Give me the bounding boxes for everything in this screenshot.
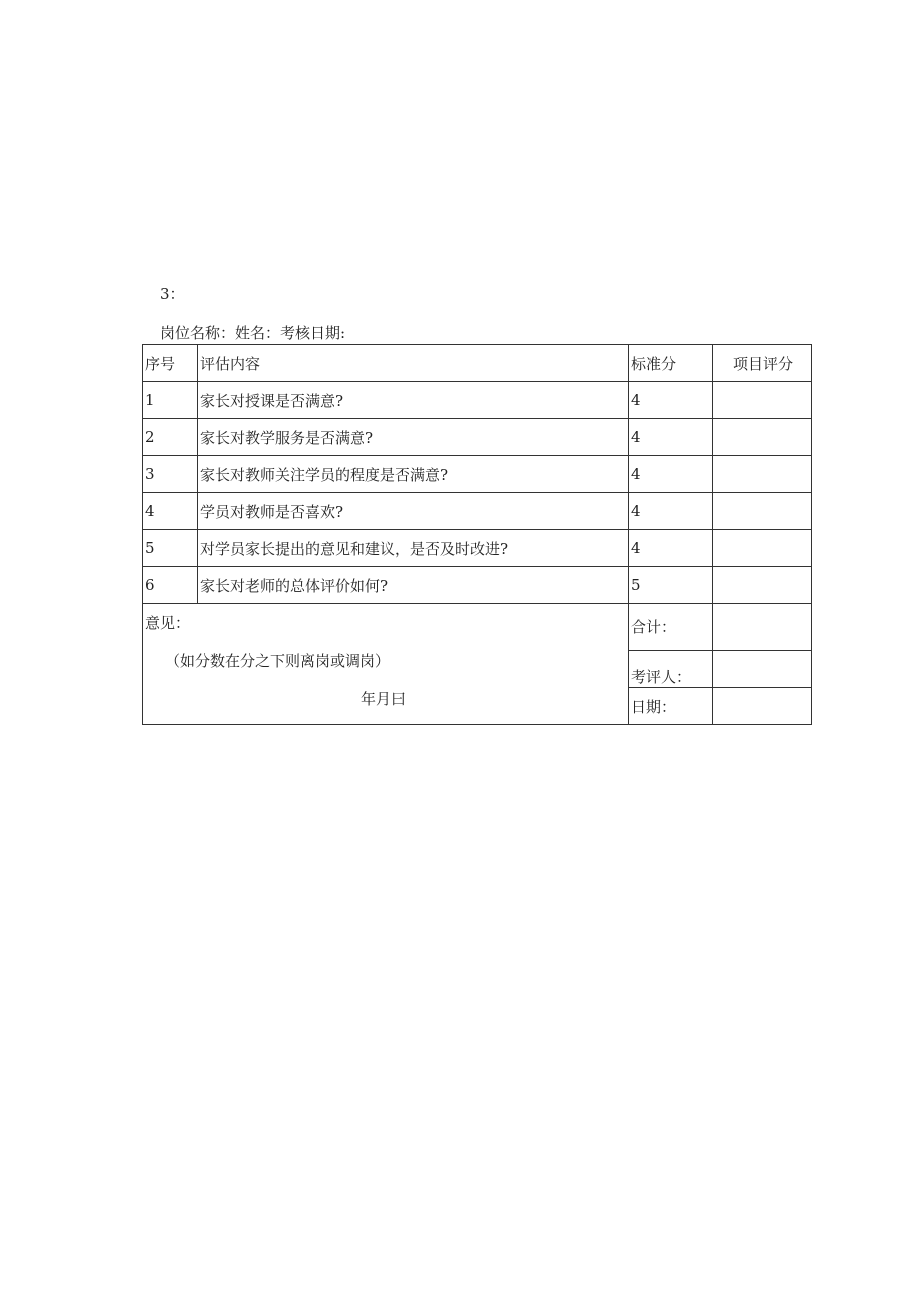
total-label: 合计： — [629, 604, 713, 651]
header-content: 评估内容 — [198, 345, 629, 382]
row-score-cell[interactable] — [713, 382, 812, 419]
table-header-row — [143, 345, 812, 382]
table-row — [143, 493, 812, 530]
date-value-cell[interactable] — [713, 688, 812, 725]
table-row — [143, 419, 812, 456]
table-row — [143, 456, 812, 493]
row-standard: 4 — [629, 530, 713, 567]
reviewer-value-cell[interactable] — [713, 651, 812, 688]
row-standard: 4 — [629, 493, 713, 530]
row-content: 家长对授课是否满意? — [198, 382, 629, 419]
date-label: 日期： — [629, 688, 713, 725]
row-score-cell[interactable] — [713, 456, 812, 493]
row-no: 5 — [143, 530, 198, 567]
table-row — [143, 382, 812, 419]
row-score-cell[interactable] — [713, 419, 812, 456]
row-no: 6 — [143, 567, 198, 604]
table-row — [143, 530, 812, 567]
opinion-note: （如分数在分之下则离岗或调岗） — [165, 652, 391, 670]
row-standard: 4 — [629, 419, 713, 456]
total-value-cell[interactable] — [713, 604, 812, 651]
opinion-cell[interactable] — [143, 604, 629, 725]
row-standard: 5 — [629, 567, 713, 604]
row-score-cell[interactable] — [713, 493, 812, 530]
table-row — [143, 567, 812, 604]
row-no: 2 — [143, 419, 198, 456]
opinion-date: 年月曰 — [361, 690, 407, 708]
row-content: 家长对老师的总体评价如何? — [198, 567, 629, 604]
row-score-cell[interactable] — [713, 567, 812, 604]
footer-row-total — [143, 604, 812, 651]
row-content: 家长对教学服务是否满意? — [198, 419, 629, 456]
row-no: 4 — [143, 493, 198, 530]
header-no: 序号 — [143, 345, 198, 382]
info-line: 岗位名称：姓名：考核日期: — [160, 324, 346, 342]
row-no: 3 — [143, 456, 198, 493]
row-standard: 4 — [629, 456, 713, 493]
opinion-label: 意见： — [145, 614, 191, 632]
row-no: 1 — [143, 382, 198, 419]
row-content: 对学员家长提出的意见和建议，是否及时改进? — [198, 530, 629, 567]
header-standard: 标准分 — [629, 345, 713, 382]
section-heading: 3： — [160, 285, 185, 303]
header-score: 项目评分 — [713, 345, 812, 382]
reviewer-label: 考评人： — [629, 651, 713, 688]
evaluation-table — [142, 344, 812, 725]
row-score-cell[interactable] — [713, 530, 812, 567]
row-content: 家长对教师关注学员的程度是否满意? — [198, 456, 629, 493]
row-standard: 4 — [629, 382, 713, 419]
row-content: 学员对教师是否喜欢? — [198, 493, 629, 530]
